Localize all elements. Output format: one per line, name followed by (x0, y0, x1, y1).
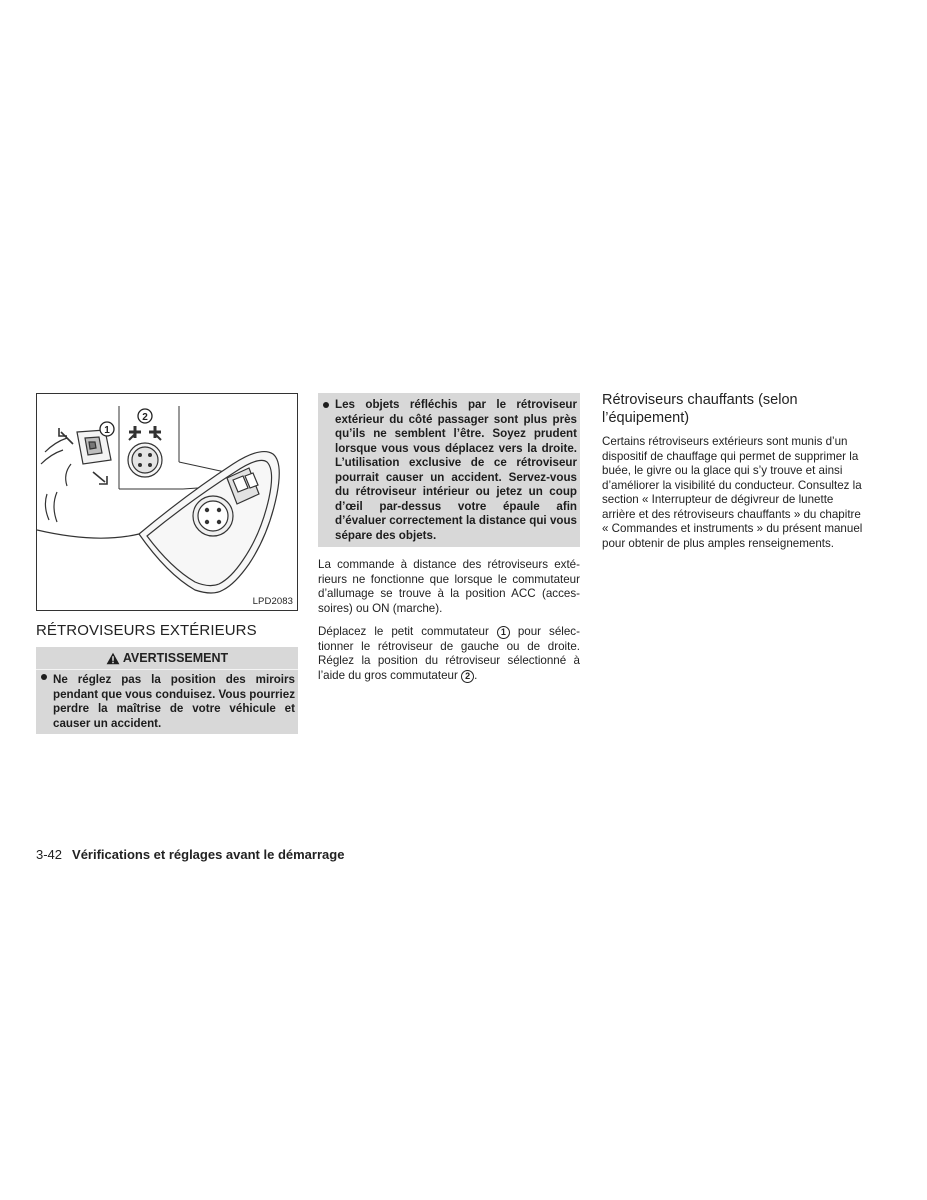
callout-1-inline: 1 (497, 626, 510, 639)
middle-column (318, 393, 580, 683)
warning-triangle-icon (106, 652, 120, 665)
left-column (36, 393, 298, 734)
passenger-mirror-warning (318, 393, 580, 547)
switch-text-a: Déplacez le petit commutateur (318, 625, 489, 638)
page-footer (36, 847, 344, 862)
callout-2-inline: 2 (461, 670, 474, 683)
warning-label: AVERTISSEMENT (122, 651, 229, 665)
large-switch-detail (128, 426, 162, 477)
right-column (602, 392, 866, 551)
warning-box (36, 647, 298, 734)
heated-mirrors-paragraph: Certains rétroviseurs extérieurs sont munis d’un dispositif de chauffage qui permet de supprimer la buée, le givre ou la glace qui s’y trouve et ainsi d’améliorer la visibilité du conducteur. Consultez la section « Interrupteur de dégivreur de lunette arrière et des rétroviseurs chauffants » du chapitre « Commandes et instruments » du présent manuel pour obtenir de plus amples renseignements. (602, 435, 863, 550)
mirror-control-figure (36, 393, 298, 611)
heated-mirrors-title: Rétroviseurs chauffants (selon l’équipement) (602, 392, 798, 426)
figure-code: LPD2083 (252, 596, 293, 607)
passenger-warning-item: Les objets réfléchis par le rétroviseur extérieur du côté passager sont plus près qu’ils ne semblent l’être. Soyez prudent lorsque vous vous déplacez vers la droite. L’utilisation exclusive de ce rétroviseur pourrait causer un accident. Servez-vous du rétroviseur intérieur ou jetez un coup d’œil par-dessus votre épaule afin d’évaluer correctement la distance qui vous sépare des objets. (318, 398, 577, 543)
switch-text-c: . (474, 668, 478, 682)
small-switch-detail (41, 428, 111, 522)
remote-control-paragraph: La commande à distance des rétroviseurs extérieurs ne fonctionne que lorsque le commutateur d’allumage se trouve à la position ACC (accessoires) ou ON (marche). (318, 558, 580, 615)
warning-list (36, 670, 298, 731)
callout-2-label: 2 (142, 412, 148, 423)
warning-item: Ne réglez pas la position des miroirs pendant que vous conduisez. Vous pourriez perdre la maîtrise de votre véhicule et causer un accident. (36, 670, 298, 731)
section-title: RÉTROVISEURS EXTÉRIEURS (36, 622, 257, 639)
passenger-warning-list (318, 398, 577, 543)
mirror-control-illustration (37, 394, 297, 610)
warning-header (36, 647, 298, 670)
switch-text-b: pour sélectionner le rétroviseur de gauche ou de droite. Réglez la position du rétroviseur sélectionné à l’aide du gros commutateur (318, 625, 580, 682)
door-armrest (37, 452, 279, 593)
page-number: 3-42 (36, 847, 63, 862)
callout-1-label: 1 (104, 425, 110, 436)
switch-instructions-paragraph (318, 625, 580, 683)
chapter-title: Vérifications et réglages avant le démarrage (72, 847, 345, 862)
